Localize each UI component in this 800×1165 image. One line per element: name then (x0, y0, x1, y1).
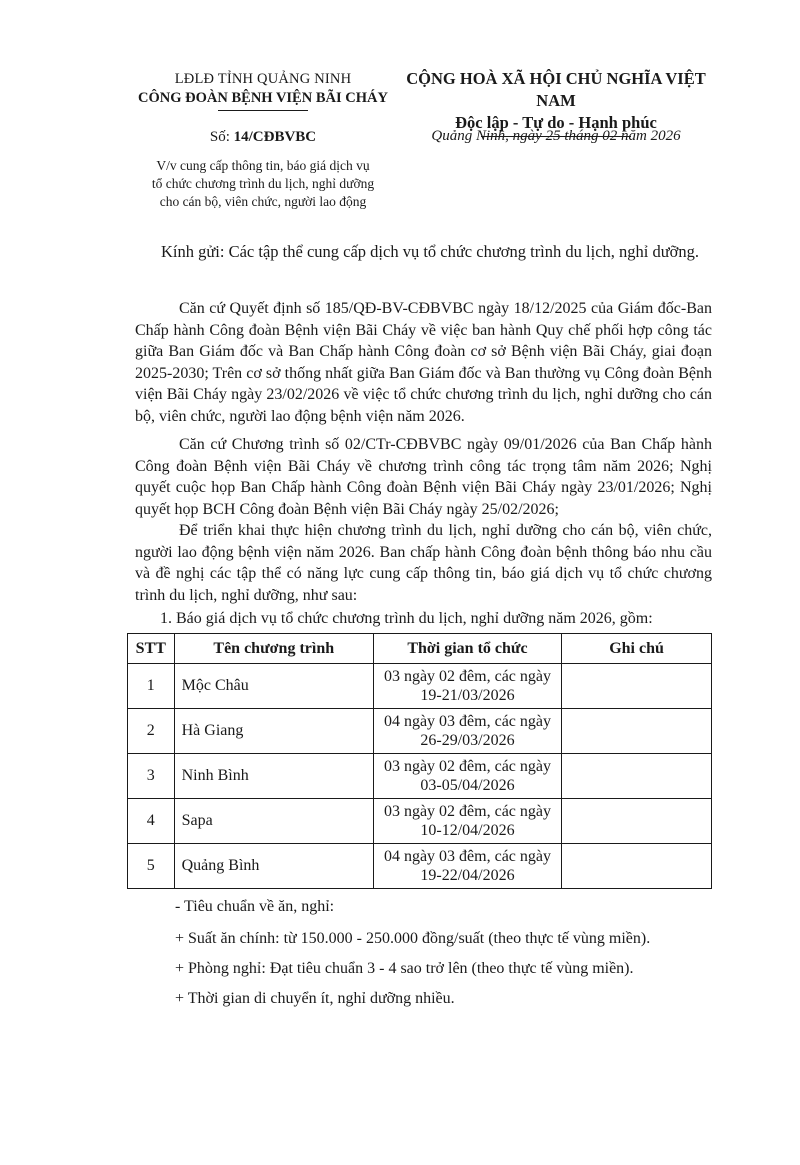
time-duration: 04 ngày 03 đêm, các ngày (383, 713, 552, 730)
time-dates: 10-12/04/2026 (420, 822, 515, 839)
cell-stt: 2 (128, 709, 175, 754)
standard-item-travel: + Thời gian di chuyển ít, nghỉ dưỡng nhiều. (175, 990, 455, 1007)
program-table (127, 633, 712, 889)
table-row (128, 754, 712, 799)
cell-time (373, 844, 561, 889)
table-row (128, 664, 712, 709)
subject-line: tổ chức chương trình du lịch, nghỉ dưỡng (151, 176, 375, 191)
standard-item-meals: + Suất ăn chính: từ 150.000 - 250.000 đồng/suất (theo thực tế vùng miền). (175, 930, 651, 947)
cell-stt: 3 (128, 754, 175, 799)
cell-stt: 5 (128, 844, 175, 889)
table-row (128, 709, 712, 754)
time-duration: 04 ngày 03 đêm, các ngày (383, 848, 552, 865)
cell-note (562, 754, 712, 799)
cell-program: Hà Giang (174, 709, 373, 754)
cell-program: Mộc Châu (174, 664, 373, 709)
cell-stt: 4 (128, 799, 175, 844)
list-heading: 1. Báo giá dịch vụ tổ chức chương trình du lịch, nghỉ dưỡng năm 2026, gồm: (160, 610, 653, 627)
cell-time (373, 709, 561, 754)
country-name: CỘNG HOÀ XÃ HỘI CHỦ NGHĨA VIỆT NAM (406, 69, 706, 110)
time-dates: 19-21/03/2026 (420, 687, 515, 704)
column-header-stt: STT (128, 634, 175, 664)
national-motto: Độc lập - Tự do - Hạnh phúc (455, 113, 657, 132)
time-dates: 19-22/04/2026 (420, 867, 515, 884)
body-paragraph (135, 434, 712, 520)
subject-line: V/v cung cấp thông tin, báo giá dịch vụ (156, 158, 370, 173)
national-heading (400, 68, 712, 137)
time-dates: 26-29/03/2026 (420, 732, 515, 749)
organization-underline (218, 110, 308, 111)
time-dates: 03-05/04/2026 (420, 777, 515, 794)
document-date: Quảng Ninh, ngày 25 tháng 02 năm 2026 (431, 128, 681, 144)
table-row (128, 799, 712, 844)
document-number (118, 129, 408, 146)
cell-program: Ninh Bình (174, 754, 373, 799)
cell-note (562, 799, 712, 844)
column-header-note: Ghi chú (562, 634, 712, 664)
cell-program: Sapa (174, 799, 373, 844)
time-duration: 03 ngày 02 đêm, các ngày (383, 758, 552, 775)
cell-time (373, 799, 561, 844)
recipient-line: Kính gửi: Các tập thể cung cấp dịch vụ tổ chức chương trình du lịch, nghỉ dưỡng. (160, 242, 700, 261)
cell-program: Quảng Bình (174, 844, 373, 889)
time-duration: 03 ngày 02 đêm, các ngày (383, 668, 552, 685)
body-paragraph (135, 298, 712, 427)
subject-line: cho cán bộ, viên chức, người lao động (159, 194, 367, 209)
cell-note (562, 709, 712, 754)
standards-title: - Tiêu chuẩn về ăn, nghỉ: (175, 898, 335, 915)
column-header-program: Tên chương trình (174, 634, 373, 664)
standard-item-rooms: + Phòng nghỉ: Đạt tiêu chuẩn 3 - 4 sao trở lên (theo thực tế vùng miền). (175, 960, 634, 977)
issuing-organization (118, 70, 408, 111)
cell-time (373, 754, 561, 799)
cell-note (562, 664, 712, 709)
paragraph-text: Căn cứ Quyết định số 185/QĐ-BV-CĐBVBC ngày 18/12/2025 của Giám đốc-Ban Chấp hành Công đoàn Bệnh viện Bãi Cháy về việc ban hành Quy chế phối hợp công tác giữa Ban Giám đốc và Ban Chấp hành Công đoàn cơ sở Bệnh viện Bãi Cháy, giai đoạn 2025-2030; Trên cơ sở thống nhất giữa Ban Giám đốc và Ban thường vụ Công đoàn Bệnh viện Bãi Cháy ngày 23/02/2026 về việc tổ chức chương trình du lịch, nghỉ dưỡng cho cán bộ, viên chức, người lao động bệnh viện năm 2026. (135, 300, 712, 425)
table-row (128, 844, 712, 889)
table-header-row (128, 634, 712, 664)
paragraph-text: Căn cứ Chương trình số 02/CTr-CĐBVBC ngày 09/01/2026 của Ban Chấp hành Công đoàn Bệnh viện Bãi Cháy về chương trình công tác trọng tâm năm 2026; Nghị quyết cuộc họp Ban Chấp hành Công đoàn Bệnh viện Bãi Cháy ngày 23/01/2026; Nghị quyết họp BCH Công đoàn Bệnh viện Bãi Cháy ngày 25/02/2026; (135, 436, 712, 518)
document-number-label: Số: (209, 129, 234, 145)
document-number-value: 14/CĐBVBC (233, 129, 317, 145)
time-duration: 03 ngày 02 đêm, các ngày (383, 803, 552, 820)
paragraph-text: Để triển khai thực hiện chương trình du lịch, nghỉ dưỡng cho cán bộ, viên chức, người lao động bệnh viện năm 2026. Ban chấp hành Công đoàn bệnh thông báo nhu cầu và đề nghị các tập thể có năng lực cung cấp thông tin, báo giá dịch vụ tổ chức chương trình du lịch, nghỉ dưỡng, như sau: (135, 522, 712, 604)
cell-time (373, 664, 561, 709)
organization-name: CÔNG ĐOÀN BỆNH VIỆN BÃI CHÁY (138, 90, 388, 106)
column-header-time: Thời gian tổ chức (373, 634, 561, 664)
parent-organization: LĐLĐ TỈNH QUẢNG NINH (174, 71, 352, 87)
cell-stt: 1 (128, 664, 175, 709)
cell-note (562, 844, 712, 889)
body-paragraph (135, 520, 712, 606)
document-subject (118, 157, 408, 211)
